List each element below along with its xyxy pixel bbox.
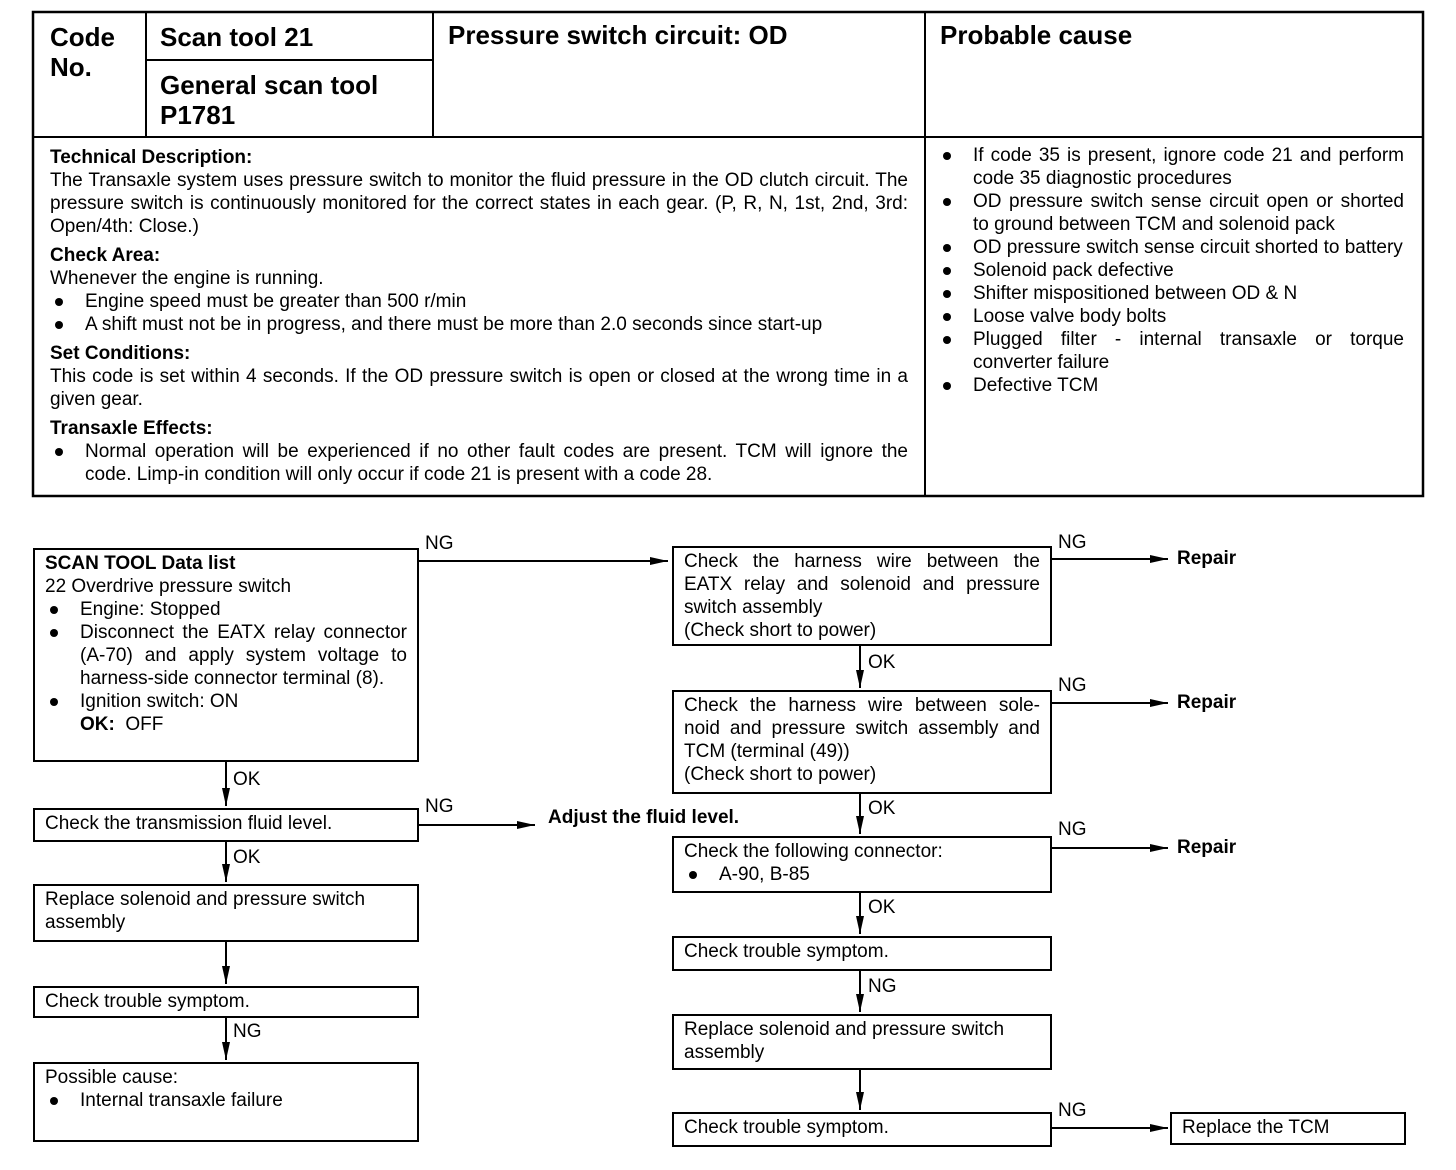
check-area-heading: Check Area:	[50, 245, 161, 266]
ng-label: NG	[425, 533, 454, 554]
check-fluid-box: Check the transmission fluid level.	[33, 808, 419, 842]
replace-solenoid-2-box: Replace solenoid and pressure switch assembly	[672, 1014, 1052, 1070]
probable-cause-item: OD pressure switch sense circuit open or shorted to ground between TCM and solenoid pack	[938, 190, 1404, 236]
technical-description-text: The Transaxle system uses pressure switch to monitor the fluid pressure in the OD clutch circuit. The pressure switch is continuously monitored for the correct states in each gear. (P, R, N, 1st, 2nd, 3rd: Open/4th: Close.)	[50, 170, 908, 237]
ok-value: OFF	[125, 714, 164, 735]
harness-check-2-text: Check the harness wire between sole-noid and pressure switch assembly and TCM (terminal (49))	[684, 695, 1040, 762]
check-symptom-3-box: Check trouble symptom.	[672, 1112, 1052, 1147]
check-symptom-2-box: Check trouble symptom.	[672, 936, 1052, 971]
transaxle-effects-item: Normal operation will be experienced if no other fault codes are present. TCM will ignore the code. Limp-in condition will only occur if code 21 is present with a code 28.	[50, 440, 908, 486]
ok-label: OK	[868, 652, 896, 673]
ok-label: OK	[233, 769, 261, 790]
set-conditions-text: This code is set within 4 seconds. If the OD pressure switch is open or closed at the wrong time in a given gear.	[50, 366, 908, 410]
ok-label: OK	[233, 847, 261, 868]
ng-label: NG	[1058, 675, 1087, 696]
ok-label: OK	[868, 897, 896, 918]
check-area-text: Whenever the engine is running.	[50, 268, 324, 289]
connector-check-box	[672, 836, 1052, 893]
probable-cause-heading: Probable cause	[940, 20, 1133, 50]
probable-cause-item: Plugged filter - internal transaxle or torque converter failure	[938, 328, 1404, 374]
probable-cause-item: Defective TCM	[938, 374, 1404, 397]
harness-check-1-text: Check the harness wire between the EATX relay and solenoid and pressure switch assembly	[684, 551, 1040, 618]
probable-cause-item: Solenoid pack defective	[938, 259, 1404, 282]
ok-label: OK	[868, 798, 896, 819]
probable-cause-item: OD pressure switch sense circuit shorted to battery	[938, 236, 1404, 259]
harness-check-1-note: (Check short to power)	[684, 620, 877, 641]
possible-cause-title: Possible cause:	[45, 1067, 179, 1088]
code-number-label: Code No.	[50, 22, 115, 82]
scan-tool-data-box	[33, 548, 419, 762]
ng-label: NG	[425, 796, 454, 817]
check-symptom-box: Check trouble symptom.	[33, 986, 419, 1018]
scan-tool-title: SCAN TOOL Data list	[45, 553, 236, 574]
replace-tcm-box: Replace the TCM	[1170, 1112, 1406, 1145]
probable-cause-item: Shifter mispositioned between OD & N	[938, 282, 1404, 305]
scan-tool-item: 22 Overdrive pressure switch	[45, 576, 292, 597]
technical-description-heading: Technical Description:	[50, 147, 253, 168]
adjust-fluid-text: Adjust the fluid level.	[548, 807, 740, 828]
probable-cause-item: If code 35 is present, ignore code 21 and perform code 35 diagnostic procedures	[938, 144, 1404, 190]
connector-check-text: Check the following connector:	[684, 841, 943, 862]
check-area-item: Engine speed must be greater than 500 r/min	[50, 290, 908, 313]
ng-label: NG	[233, 1021, 262, 1042]
description-section	[50, 146, 908, 486]
set-conditions-heading: Set Conditions:	[50, 343, 191, 364]
possible-cause-item: Internal transaxle failure	[45, 1089, 407, 1112]
ng-label: NG	[868, 976, 897, 997]
transaxle-effects-heading: Transaxle Effects:	[50, 418, 213, 439]
ng-label: NG	[1058, 819, 1087, 840]
ok-label: OK:	[80, 714, 115, 735]
scan-step: Engine: Stopped	[45, 598, 407, 621]
scan-tool-code: Scan tool 21	[160, 22, 314, 52]
harness-check-2-box	[672, 690, 1052, 794]
repair-label: Repair	[1177, 692, 1237, 713]
harness-check-2-note: (Check short to power)	[684, 764, 877, 785]
scan-step: Ignition switch: ON	[45, 690, 407, 713]
probable-cause-list	[938, 144, 1404, 397]
ng-label: NG	[1058, 532, 1087, 553]
repair-label: Repair	[1177, 548, 1237, 569]
connector-item: A-90, B-85	[684, 863, 1040, 886]
harness-check-1-box	[672, 546, 1052, 646]
replace-solenoid-box: Replace solenoid and pressure switch assembly	[33, 884, 419, 942]
general-scan-tool-code: General scan tool P1781	[160, 70, 379, 130]
code-title: Pressure switch circuit: OD	[448, 20, 788, 50]
repair-label: Repair	[1177, 837, 1237, 858]
ng-label: NG	[1058, 1100, 1087, 1121]
scan-step: Disconnect the EATX relay connector (A-70) and apply system voltage to harness-side connector terminal (8).	[45, 621, 407, 690]
possible-cause-box	[33, 1062, 419, 1142]
check-area-item: A shift must not be in progress, and there must be more than 2.0 seconds since start-up	[50, 313, 908, 336]
probable-cause-item: Loose valve body bolts	[938, 305, 1404, 328]
